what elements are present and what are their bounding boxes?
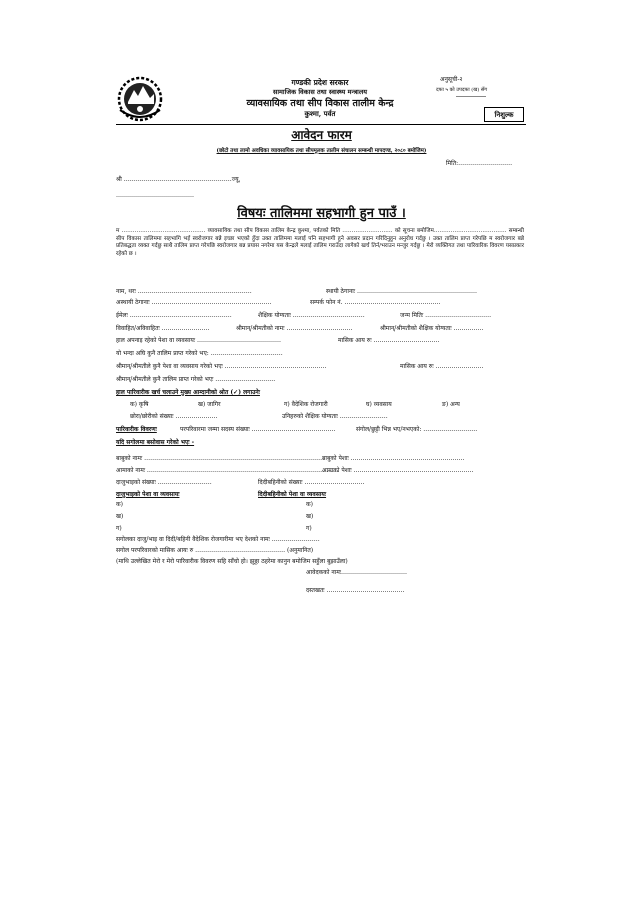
form-title: आवेदन फारम (291, 128, 352, 142)
addressee-line[interactable]: श्री ………………………………………………ज्यू, (116, 176, 241, 183)
spouse-training-field[interactable]: श्रीमान्/श्रीमतीले कुनै तालिम प्राप्त गरेको भएः ………………………… (116, 376, 276, 383)
income-option-other[interactable]: ङ) अन्य (442, 401, 460, 408)
phone-field[interactable]: सम्पर्क फोन नं. ………………………………………… (310, 299, 441, 306)
centre-location: कुश्मा, पर्वत (304, 109, 336, 118)
current-occupation-field[interactable]: हाल अपनाइ रहेको पेशा वा व्यवसायः …………………………………… (116, 337, 281, 344)
email-field[interactable]: ईमेलः …………………………………………… (116, 312, 232, 319)
signature-field[interactable]: दस्तखतः ………………………………… (306, 587, 405, 594)
annex-reference: दफा ५ को उपदफा (ख) सँग (436, 87, 488, 93)
sisters-count-field[interactable]: दिदीबहिनीको संख्याः ………………………… (258, 479, 365, 486)
income-option-business[interactable]: घ) व्यवसाय (366, 401, 392, 408)
spouse-income-field[interactable]: मासिक आय रुः …………………… (400, 363, 484, 370)
form-subtitle: (छोटो तथा लामो अवधिका व्यावसायिक तथा सीपमूलक तालीम संचालन सम्बन्धी मापदण्ड, २०८० बमोजिम) (216, 148, 427, 154)
subject-line: विषयः तालिममा सहभागी हुन पाउँ । (237, 206, 406, 221)
education-field[interactable]: शैक्षिक योग्यताः ……………………………… (258, 312, 365, 319)
income-source-heading: हाल पारिवारीक खर्च चलाउने मुख्य आम्दानीको श्रोत (✓) लगाउनेः (116, 389, 260, 396)
annex-rule (456, 96, 486, 97)
applicant-name-field[interactable]: आवेदकको नामः…………………………… (306, 569, 408, 576)
government-emblem-logo (116, 76, 166, 122)
brother-occupation-3[interactable]: ग) (116, 525, 122, 532)
prior-training-field[interactable]: यो भन्दा अघि कुनै तालिम प्राप्त गरेको भए: ……………………………… (116, 350, 283, 357)
brother-occupation-2[interactable]: ख) (116, 513, 124, 520)
spouse-education-field[interactable]: श्रीमान्/श्रीमतीको शैक्षिक योग्यताः …………… (380, 325, 484, 332)
family-members-field[interactable]: परपरिवारमा जम्मा सदस्य संख्याः …………………………………… (180, 426, 336, 433)
children-education-field[interactable]: उनिहरुको शैक्षिक योग्यताः …………………… (282, 413, 388, 420)
sister-occupation-1[interactable]: क) (306, 501, 313, 508)
declaration-text: (माथि उल्लेखित मेरो र मेरो पारिवारीक विवरण सहि साँचो हो। झुठ्ठा ठहरेमा कानुन बमोजिम सहुँला बुझाउँला) (116, 558, 348, 565)
foreign-employment-country-field[interactable]: सगोलका दाजु/भाइ वा दिदी/बहिनी वैदेशिक रोजगारीमा भए देशको नामः …………………… (116, 536, 320, 543)
header-divider (116, 124, 526, 125)
sister-occupation-3[interactable]: ग) (306, 525, 312, 532)
addressee-line-2[interactable]: ………………………………… (116, 192, 194, 199)
mother-name-field[interactable]: आमाको नामः …………………………………………………………………………………… (116, 467, 339, 474)
sister-occupation-2[interactable]: ख) (306, 513, 314, 520)
brothers-count-field[interactable]: दाजुभाइको संख्याः ……………………… (116, 479, 212, 486)
income-option-foreign-employment[interactable]: ग) वैदेशिक रोजगारी (284, 401, 328, 408)
annex-number: अनुसूची-२ (440, 76, 463, 83)
mother-occupation-field[interactable]: आमाको पेशाः …………………………………………………… (322, 467, 474, 474)
brothers-occupation-heading: दाजुभाइको पेशा वा व्यवसायः (116, 491, 180, 498)
gov-name: गण्डकी प्रदेश सरकार (291, 78, 349, 87)
application-body: म ……………………………………… व्यावसायिक तथा सीप विकास तालिम केन्द्र कुश्मा, पर्वतको मिति ……………………… को सूचना बमोजिम………………………………… सम्बन्धी सीप विकास तालिममा सहभागि भई स्वरोजगार बन्ने इच्छा भएको हुँदा उक्त तालिममा मलाई पनि सहभागी हुने अवसर प्रदान गरिदिनुहुन अनुरोध गर्दछु । उक्त तालिम प्राप्त गरेपछि म स्वरोजगार बन्ने प्रतिबद्धता व्यक्त गर्दछु साथै तालिम प्राप्त गरेपछि स्वरोजगार बन्न प्रयास नगरेमा यस केन्द्रले मलाई तालिम गराउँदा लागेको खर्च तिर्न/भराउन मन्जुर गर्दछु । मेरो व्यक्तिगत तथा पारिवारिक विवरण यसप्रकार रहेको छ । (116, 228, 524, 257)
sisters-occupation-heading: दिदीबहिनीको पेशा वा व्यवसायः (258, 491, 327, 498)
free-badge: निशुल्क (484, 107, 524, 122)
date-field[interactable]: मिति:……………………… (446, 160, 513, 167)
family-monthly-income-field[interactable]: सगोल परपरिवारको मासिक आयः रु ……………………………………… (अनुमानित) (116, 547, 314, 554)
income-option-agriculture[interactable]: क) कृषि (130, 401, 149, 408)
permanent-address-field[interactable]: स्थायी ठेगानाः …………………………………………………… (326, 288, 477, 295)
spouse-name-field[interactable]: श्रीमान्/श्रीमतीको नामः …………………………… (236, 325, 353, 332)
marital-status-field[interactable]: विवाहित/अविवाहितः …………………… (116, 325, 210, 332)
father-occupation-field[interactable]: बाबुको पेशाः ………………………………………………… (322, 455, 465, 462)
father-name-field[interactable]: बाबुको नामः ……………………………………………………………………………… (116, 455, 325, 462)
income-option-job[interactable]: ख) जागिर (198, 401, 221, 408)
monthly-income-field[interactable]: मासिक आय रुः …………………………… (338, 337, 440, 344)
joint-family-heading: यदि सगोलमा बसोवास गरेको भएः - (116, 439, 195, 446)
centre-name: व्यावसायिक तथा सीप विकास तालीम केन्द्र (246, 98, 394, 109)
name-field[interactable]: नाम, थरः ………………………………………………… (116, 288, 252, 295)
joint-family-field[interactable]: संगोल/छुट्टी भिन्न भए/नभएको: ……………………… (356, 426, 478, 433)
dob-field[interactable]: जन्म मितिः …………………………… (400, 312, 492, 319)
family-details-heading: पारिवारीक विवरणः (116, 426, 157, 433)
children-count-field[interactable]: छोरा/छोरीको संख्याः ………………… (130, 413, 218, 420)
brother-occupation-1[interactable]: क) (116, 501, 123, 508)
spouse-occupation-field[interactable]: श्रीमान्/श्रीमतीले कुनै पेशा वा व्यवसाय गरेको भएः …………………………………………… (116, 363, 327, 370)
ministry-name: सामाजिक विकास तथा स्वास्थ्य मन्त्रालय (272, 88, 368, 96)
temporary-address-field[interactable]: अस्थायी ठेगानाः …………………………………………………… (116, 299, 272, 306)
